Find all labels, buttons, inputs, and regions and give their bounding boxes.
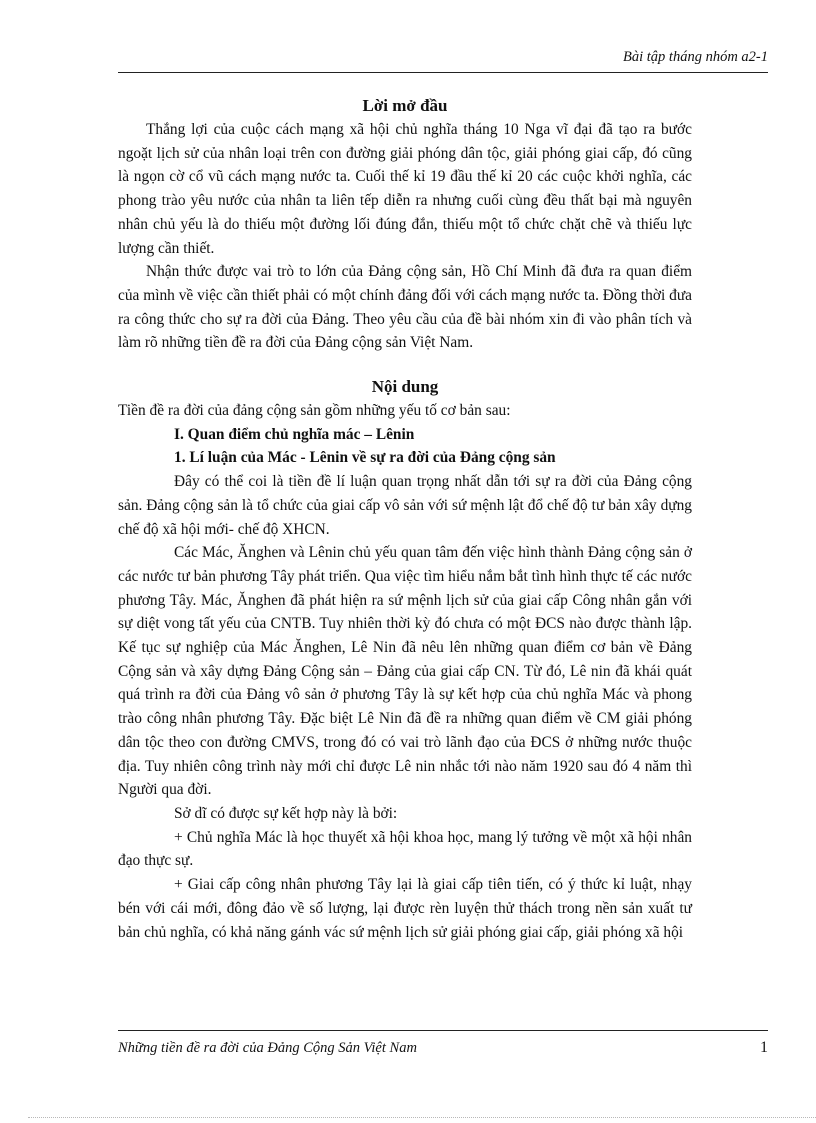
content-title: Nội dung	[371, 377, 439, 397]
body-paragraph-1: Đây có thể coi là tiền đề lí luận quan trọng nhất dẫn tới sự ra đời của Đảng cộng sản. Đảng cộng sản là tổ chức của giai cấp vô sản với sứ mệnh lật đổ chế độ tư bản xây dựng chế độ xã hội mới- chế độ XHCN.	[118, 473, 692, 538]
section-heading-1: I. Quan điểm chủ nghĩa mác – Lênin	[174, 425, 415, 443]
body-paragraph-4: + Chủ nghĩa Mác là học thuyết xã hội khoa học, mang lý tưởng về một xã hội nhân đạo thực sự.	[118, 828, 692, 870]
intro-title: Lời mở đầu	[362, 96, 448, 115]
page-footer	[118, 1030, 768, 1061]
page-number: 1	[760, 1039, 768, 1056]
page-bottom-edge	[28, 1117, 816, 1118]
section-heading-2: 1. Lí luận của Mác - Lênin về sự ra đời của Đảng cộng sản	[174, 449, 556, 467]
intro-paragraph-2: Nhận thức được vai trò to lớn của Đảng cộng sản, Hồ Chí Minh đã đưa ra quan điểm của mình về việc cần thiết phải có một chính đảng đối với cách mạng nước ta. Đồng thời đưa ra công thức cho sự ra đời của Đảng. Theo yêu cầu của đề bài nhóm xin đi vào phân tích và làm rõ những tiền đề ra đời của Đảng cộng sản Việt Nam.	[118, 263, 692, 352]
header-text: Bài tập tháng nhóm a2-1	[623, 49, 768, 65]
footer-title: Những tiền đề ra đời của Đảng Cộng Sản Việt Nam	[118, 1040, 417, 1056]
body-paragraph-5: + Giai cấp công nhân phương Tây lại là giai cấp tiên tiến, có ý thức kỉ luật, nhạy bén với cái mới, đông đảo về số lượng, lại được rèn luyện thử thách trong nền sản xuất tư bản chủ nghĩa, có khả năng gánh vác sứ mệnh lịch sử giải phóng giai cấp, giải phóng xã hội	[118, 876, 692, 941]
body-paragraph-2: Các Mác, Ănghen và Lênin chủ yếu quan tâm đến việc hình thành Đảng cộng sản ở các nước tư bản phương Tây phát triển. Qua việc tìm hiểu nắm bắt tình hình thực tế các nước phương Tây. Mác, Ănghen đã phát hiện ra sứ mệnh lịch sử của giai cấp Công nhân gắn với sự diệt vong tất yếu của CNTB. Tuy nhiên thời kỳ đó chưa có một ĐCS nào được thành lập. Kế tục sự nghiệp của Mác Ănghen, Lê Nin đã nêu lên những quan điểm cơ bản về Đảng Cộng sản và xây dựng Đảng Cộng sản – Đảng của giai cấp CN. Từ đó, Lê nin đã khái quát quá trình ra đời của Đảng vô sản ở phương Tây là sự kết hợp của chủ nghĩa Mác và phong trào công nhân phương Tây. Đặc biệt Lê Nin đã đề ra những quan điểm về CM giải phóng dân tộc theo con đường CMVS, trong đó có vai trò lãnh đạo của ĐCS ở những nước thuộc địa. Tuy nhiên công trình này mới chỉ được Lê nin nhắc tới nào năm 1920 sau đó 4 năm thì Người qua đời.	[118, 544, 692, 799]
body-paragraph-3: Sở dĩ có được sự kết hợp này là bởi:	[174, 804, 398, 822]
content-lead: Tiền đề ra đời của đảng cộng sản gồm những yếu tố cơ bản sau:	[118, 402, 511, 420]
intro-paragraph-1: Thắng lợi của cuộc cách mạng xã hội chủ nghĩa tháng 10 Nga vĩ đại đã tạo ra bước ngoặt lịch sử của nhân loại trên con đường giải phóng dân tộc, giải phóng giai cấp, đó cũng là ngọn cờ cổ vũ cách mạng nước ta. Cuối thế kỉ 19 đầu thế kỉ 20 các cuộc khởi nghĩa, các phong trào yêu nước của nhân ta liên tếp diễn ra nhưng cuối cùng đều thất bại mà nguyên nhân chủ yếu là do thiếu một đường lối đúng đắn, thiếu một tổ chức chặt chẽ và thiếu lực lượng cần thiết.	[118, 121, 692, 257]
page-header	[118, 44, 768, 73]
page-content	[118, 94, 692, 944]
